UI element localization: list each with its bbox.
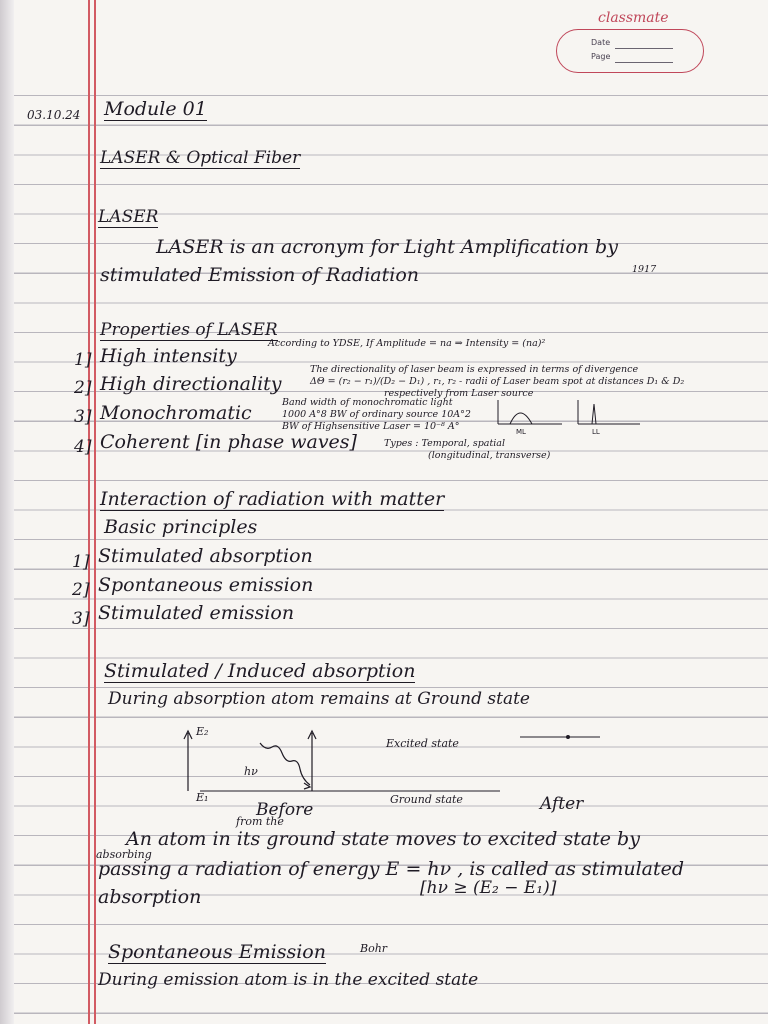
principle-stimulated-emission: Stimulated emission <box>98 602 295 624</box>
page-field-line <box>615 62 673 63</box>
brand-logo: classmate <box>598 10 669 26</box>
mono-note-3: BW of Highsensitive Laser = 10⁻⁸ A° <box>282 421 460 432</box>
graph-ll-label: LL <box>592 428 600 436</box>
properties-heading: Properties of LASER <box>100 320 278 340</box>
property-number: 1] <box>74 350 92 370</box>
property-monochromatic: Monochromatic <box>100 402 252 424</box>
margin-line <box>88 0 90 1024</box>
e1-label: E₁ <box>196 791 209 804</box>
spontaneous-emission-heading: Spontaneous Emission <box>108 941 326 963</box>
bandwidth-graphs <box>490 396 650 436</box>
principle-number: 3] <box>72 609 90 629</box>
page-binding-edge <box>0 0 14 1024</box>
property-number: 3] <box>74 407 92 427</box>
atom-marker <box>566 735 570 739</box>
margin-line <box>94 0 96 1024</box>
property-number: 4] <box>74 437 92 457</box>
basic-principles-label: Basic principles <box>104 516 258 538</box>
bohr-note: Bohr <box>360 942 388 955</box>
emission-description: During emission atom is in the excited state <box>98 970 479 990</box>
date-label: Date <box>591 38 611 47</box>
after-label: After <box>540 794 584 814</box>
coherent-note-2: (longitudinal, transverse) <box>428 450 551 461</box>
excited-state-label: Excited state <box>386 737 459 750</box>
graph-ml-curve <box>510 413 532 424</box>
page-label: Page <box>591 52 611 61</box>
principle-spontaneous-emission: Spontaneous emission <box>98 574 314 596</box>
property-high-intensity: High intensity <box>100 345 237 367</box>
interaction-heading: Interaction of radiation with matter <box>100 488 445 510</box>
absorption-description: During absorption atom remains at Ground state <box>108 689 530 709</box>
date-field-line <box>615 48 673 49</box>
topic-title: LASER & Optical Fiber <box>100 148 301 168</box>
photon-wave <box>260 743 310 785</box>
property-number: 2] <box>74 378 92 398</box>
mono-note-2: 1000 A°8 BW of ordinary source 10A°2 <box>282 409 471 420</box>
laser-heading: LASER <box>98 207 159 227</box>
laser-definition-line-1: LASER is an acronym for Light Amplification by <box>156 236 618 258</box>
absorption-definition-line-1: An atom in its ground state moves to excited state by <box>126 828 640 850</box>
ground-state-label: Ground state <box>390 793 463 806</box>
ydse-note: According to YDSE, If Amplitude = na ⇒ Intensity = (na)² <box>268 338 546 349</box>
from-the-annotation: from the <box>236 815 284 828</box>
mono-note-1: Band width of monochromatic light <box>282 397 453 408</box>
directionality-note-2: ΔΘ = (r₂ − r₁)/(D₂ − D₁) , r₁, r₂ - radii of Laser beam spot at distances D₁ & D₂ <box>310 376 685 387</box>
coherent-note-1: Types : Temporal, spatial <box>384 438 506 449</box>
photon-label: hν <box>244 765 258 778</box>
graph-ll-curve <box>592 404 596 424</box>
principle-number: 1] <box>72 552 90 572</box>
stimulated-absorption-heading: Stimulated / Induced absorption <box>104 660 416 682</box>
absorbing-annotation: absorbing <box>96 848 152 861</box>
property-high-directionality: High directionality <box>100 373 282 395</box>
directionality-note-3: respectively from Laser source <box>384 388 534 399</box>
principle-number: 2] <box>72 580 90 600</box>
absorption-definition-line-2: passing a radiation of energy E = hν , is called as stimulated <box>98 858 685 880</box>
year-note: 1917 <box>632 264 657 275</box>
before-label: Before <box>256 800 314 820</box>
date-page-box <box>556 29 704 73</box>
property-coherent: Coherent [in phase waves] <box>100 431 357 453</box>
note-date: 03.10.24 <box>27 108 81 122</box>
principle-stimulated-absorption: Stimulated absorption <box>98 545 313 567</box>
laser-definition-line-2: stimulated Emission of Radiation <box>100 264 419 286</box>
absorption-definition-line-3: absorption <box>98 886 202 908</box>
e2-label: E₂ <box>196 725 209 738</box>
energy-condition: [hν ≥ (E₂ − E₁)] <box>420 878 557 898</box>
module-title: Module 01 <box>104 98 207 120</box>
directionality-note-1: The directionality of laser beam is expressed in terms of divergence <box>310 364 639 375</box>
graph-ml-label: ML <box>516 428 526 436</box>
